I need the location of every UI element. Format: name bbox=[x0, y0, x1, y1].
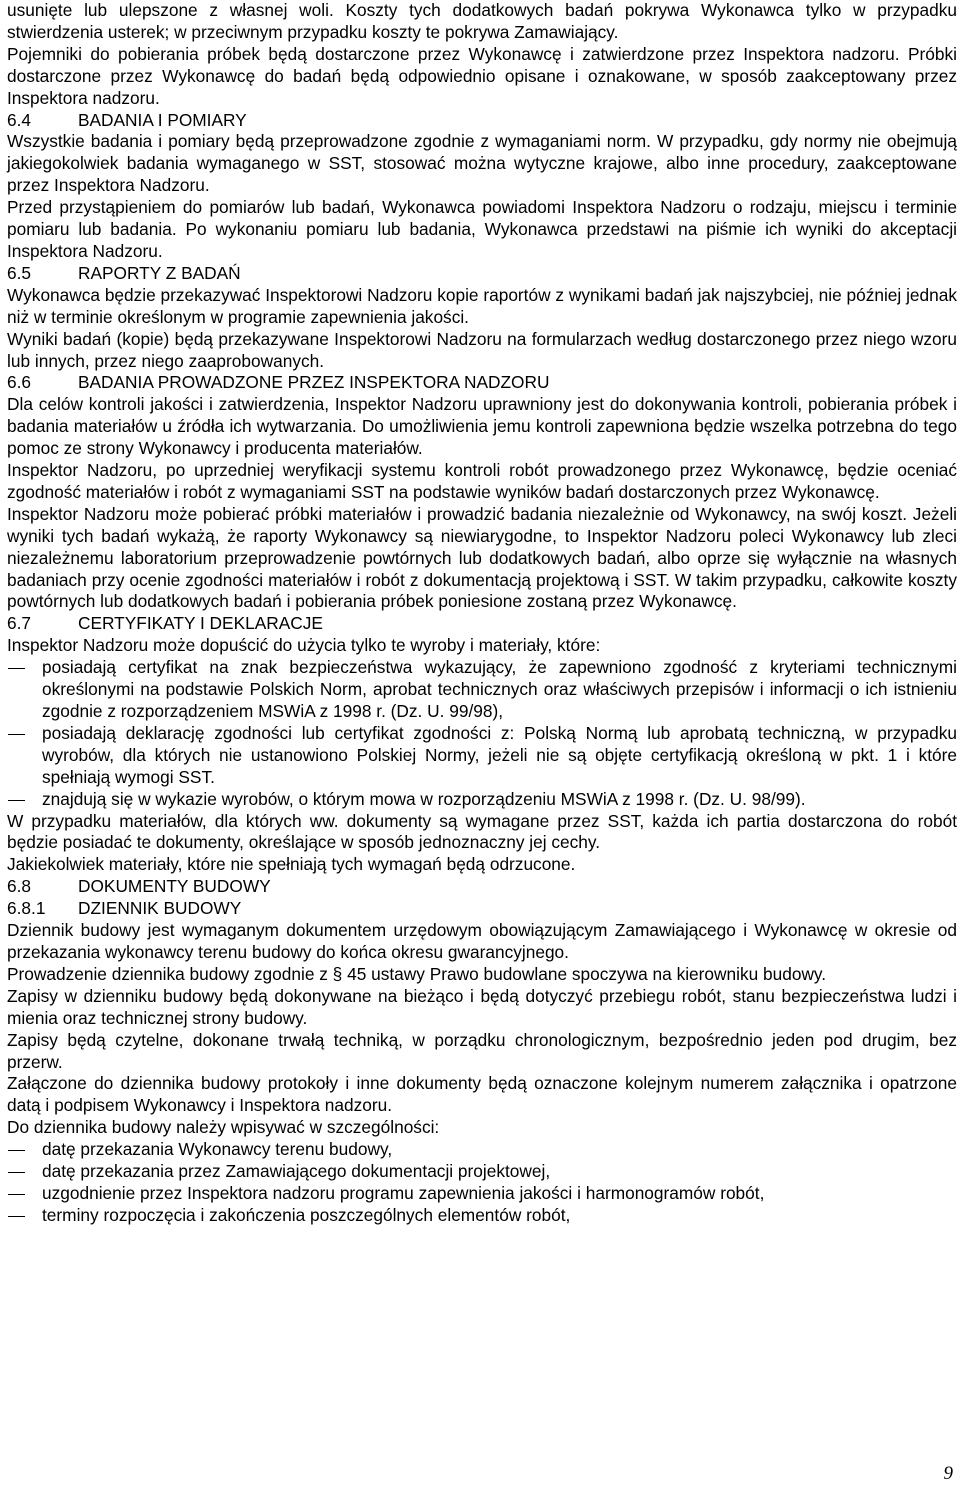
paragraph: Załączone do dziennika budowy protokoły i inne dokumenty będą oznaczone kolejnym numerem załącznika i opatrzone datą i podpisem Wykonawcy i Inspektora nadzoru. bbox=[7, 1073, 957, 1116]
section-title: RAPORTY Z BADAŃ bbox=[78, 262, 241, 283]
section-heading-6-6 bbox=[7, 372, 957, 394]
paragraph: Prowadzenie dziennika budowy zgodnie z § 45 ustawy Prawo budowlane spoczywa na kierowniku budowy. bbox=[7, 963, 827, 984]
paragraph: Dziennik budowy jest wymaganym dokumentem urzędowym obowiązującym Zamawiającego i Wykonawcę w okresie od przekazania wykonawcy terenu budowy do końca okresu gwarancyjnego. bbox=[7, 920, 957, 962]
section-heading-6-7 bbox=[7, 613, 957, 635]
list-item: posiadają deklarację zgodności lub certyfikat zgodności z: Polską Normą lub aprobatą techniczną, w przypadku wyrobów, dla których nie ustanowiono Polskiej Normy, jeżeli nie są objęte certyfikacją określoną w pkt. 1 i które spełniają wymogi SST. bbox=[7, 723, 957, 789]
section-number: 6.8.1 bbox=[7, 898, 46, 919]
document-page bbox=[7, 0, 957, 1227]
list-item: znajdują się w wykazie wyrobów, o którym mowa w rozporządzeniu MSWiA z 1998 r. (Dz. U. 98/99). bbox=[7, 789, 957, 811]
section-number: 6.5 bbox=[7, 262, 32, 283]
section-title: BADANIA PROWADZONE PRZEZ INSPEKTORA NADZORU bbox=[78, 372, 550, 393]
paragraph: Do dziennika budowy należy wpisywać w szczególności: bbox=[7, 1117, 440, 1138]
paragraph: Wykonawca będzie przekazywać Inspektorowi Nadzoru kopie raportów z wynikami badań jak najszybciej, nie później jednak niż w terminie określonym w programie zapewnienia jakości. bbox=[7, 284, 957, 327]
paragraph: Przed przystąpieniem do pomiarów lub badań, Wykonawca powiadomi Inspektora Nadzoru o rodzaju, miejscu i terminie pomiaru lub badania. Po wykonaniu pomiaru lub badania, Wykonawca przedstawi na piśmie ich wyniki do akceptacji Inspektora Nadzoru. bbox=[7, 197, 957, 261]
list-item: terminy rozpoczęcia i zakończenia poszczególnych elementów robót, bbox=[7, 1205, 957, 1227]
section-number: 6.7 bbox=[7, 613, 32, 634]
list-item: datę przekazania przez Zamawiającego dokumentacji projektowej, bbox=[7, 1161, 957, 1183]
list-item: uzgodnienie przez Inspektora nadzoru programu zapewnienia jakości i harmonogramów robót, bbox=[7, 1183, 957, 1205]
paragraph: Wszystkie badania i pomiary będą przeprowadzone zgodnie z wymaganiami norm. W przypadku, gdy normy nie obejmują jakiegokolwiek badania wymaganego w SST, stosować można wytyczne krajowe, albo inne procedury, zaakceptowane przez Inspektora Nadzoru. bbox=[7, 131, 957, 196]
paragraph: W przypadku materiałów, dla których ww. dokumenty są wymagane przez SST, każda ich partia dostarczona do robót będzie posiadać te dokumenty, określające w sposób jednoznaczny jej cechy. bbox=[7, 810, 957, 853]
section-title: DZIENNIK BUDOWY bbox=[78, 898, 242, 919]
paragraph: Inspektor Nadzoru może dopuścić do użycia tylko te wyroby i materiały, które: bbox=[7, 635, 601, 656]
section-number: 6.6 bbox=[7, 372, 32, 393]
paragraph: Zapisy w dzienniku budowy będą dokonywane na bieżąco i będą dotyczyć przebiegu robót, stanu bezpieczeństwa ludzi i mienia oraz technicznej strony budowy. bbox=[7, 985, 957, 1028]
section-title: CERTYFIKATY I DEKLARACJE bbox=[78, 613, 323, 634]
section-heading-6-8 bbox=[7, 876, 957, 898]
paragraph: usunięte lub ulepszone z własnej woli. Koszty tych dodatkowych badań pokrywa Wykonawca tylko w przypadku stwierdzenia usterek; w przeciwnym przypadku koszty te pokrywa Zamawiający. bbox=[7, 0, 957, 42]
requirements-list bbox=[7, 657, 957, 810]
paragraph: Wyniki badań (kopie) będą przekazywane Inspektorowi Nadzoru na formularzach według dostarczonego przez niego wzoru lub innych, przez niego zaaprobowanych. bbox=[7, 328, 957, 371]
section-title: DOKUMENTY BUDOWY bbox=[78, 876, 271, 897]
paragraph: Jakiekolwiek materiały, które nie spełniają tych wymagań będą odrzucone. bbox=[7, 854, 576, 875]
section-heading-6-4 bbox=[7, 110, 957, 132]
section-heading-6-5 bbox=[7, 263, 957, 285]
diary-entries-list bbox=[7, 1139, 957, 1227]
section-number: 6.4 bbox=[7, 109, 32, 130]
paragraph: Zapisy będą czytelne, dokonane trwałą techniką, w porządku chronologicznym, bezpośrednio jeden pod drugim, bez przerw. bbox=[7, 1029, 957, 1072]
section-number: 6.8 bbox=[7, 876, 32, 897]
list-item: posiadają certyfikat na znak bezpieczeństwa wykazujący, że zapewniono zgodność z kryteriami technicznymi określonymi na podstawie Polskich Norm, aprobat technicznych oraz właściwych przepisów i informacji o ich istnieniu zgodnie z rozporządzeniem MSWiA z 1998 r. (Dz. U. 99/98), bbox=[7, 657, 957, 723]
section-title: BADANIA I POMIARY bbox=[78, 109, 247, 130]
paragraph: Inspektor Nadzoru może pobierać próbki materiałów i prowadzić badania niezależnie od Wykonawcy, na swój koszt. Jeżeli wyniki tych badań wykażą, że raporty Wykonawcy są niewiarygodne, to Inspektor Nadzoru poleci Wykonawcy lub zleci niezależnemu laboratorium przeprowadzenie powtórnych lub dodatkowych badań, albo oprze się wyłącznie na własnych badaniach przy ocenie zgodności materiałów i robót z dokumentacją projektową i SST. W takim przypadku, całkowite koszty powtórnych lub dodatkowych badań i pobierania próbek poniesione zostaną przez Wykonawcę. bbox=[7, 503, 957, 612]
list-item: datę przekazania Wykonawcy terenu budowy, bbox=[7, 1139, 957, 1161]
section-heading-6-8-1 bbox=[7, 898, 957, 920]
paragraph: Dla celów kontroli jakości i zatwierdzenia, Inspektor Nadzoru uprawniony jest do dokonywania kontroli, pobierania próbek i badania materiałów u źródła ich wytwarzania. Do umożliwienia jemu kontroli zapewniona będzie wszelka potrzebna do tego pomoc ze strony Wykonawcy i producenta materiałów. bbox=[7, 394, 957, 459]
paragraph: Pojemniki do pobierania próbek będą dostarczone przez Wykonawcę i zatwierdzone przez Inspektora nadzoru. Próbki dostarczone przez Wykonawcę do badań będą odpowiednio opisane i oznakowane, w sposób zaakceptowany przez Inspektora nadzoru. bbox=[7, 43, 957, 108]
paragraph: Inspektor Nadzoru, po uprzedniej weryfikacji systemu kontroli robót prowadzonego przez Wykonawcę, będzie oceniać zgodność materiałów i robót z wymaganiami SST na podstawie wyników badań dostarczonych przez Wykonawcę. bbox=[7, 460, 957, 502]
page-number: 9 bbox=[943, 1463, 953, 1484]
